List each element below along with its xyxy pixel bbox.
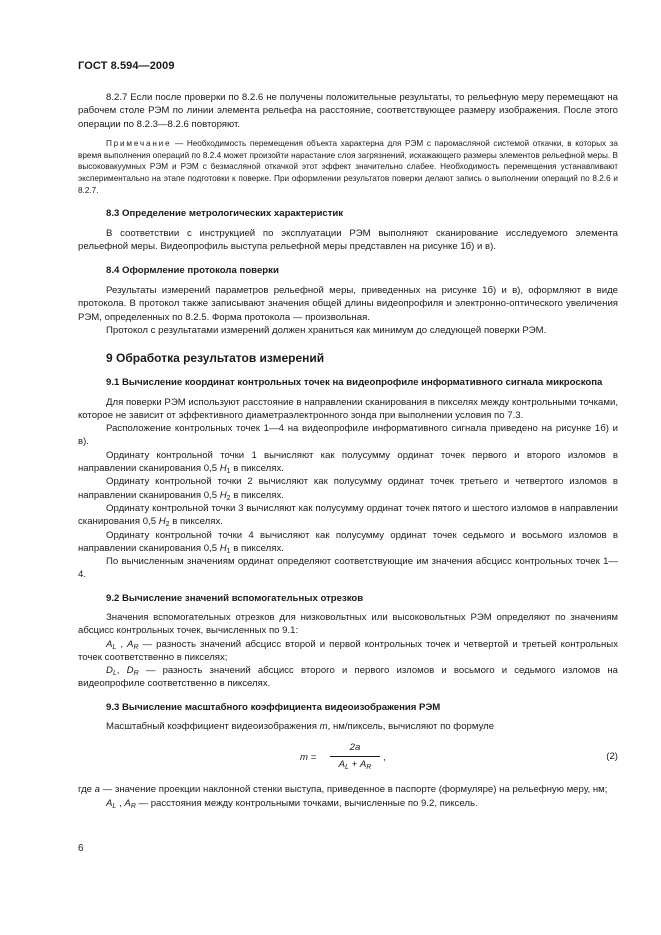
variable: H: [219, 542, 227, 554]
text-run: где: [78, 784, 95, 796]
subscript: R: [133, 643, 139, 651]
variable: H: [158, 516, 166, 528]
formula-comma: ,: [383, 752, 386, 764]
subscript: 2: [165, 521, 170, 529]
variable: H: [219, 489, 227, 501]
text-run: — расстояния между контрольными точками, вычисленные по 9.2, пиксель.: [135, 797, 478, 809]
subscript: 2: [226, 494, 231, 502]
formula-lhs: m =: [300, 752, 317, 764]
variable: D: [106, 665, 113, 677]
text-run: ,: [116, 797, 125, 809]
paragraph-9-1-b: Расположение контрольных точек 1—4 на видеопрофиле информативного сигнала приведено на рисунке 1б) и в).: [78, 423, 618, 448]
subscript: R: [133, 670, 139, 678]
where-item-a: [78, 783, 618, 796]
document-header: ГОСТ 8.594—2009: [78, 60, 175, 72]
paragraph-9-2-c: [78, 664, 618, 691]
variable: A: [127, 638, 134, 650]
text-run: ,: [116, 665, 127, 677]
text-run: Ординату контрольной точки 4 вычисляют как полусумму ординат точек седьмого и восьмого изломов в направлении сканирования 0,5: [78, 529, 618, 554]
note-paragraph: [78, 138, 618, 197]
text-run: в пикселях.: [230, 463, 284, 475]
heading-9-3: 9.3 Вычисление масштабного коэффициента видеоизображения РЭМ: [106, 701, 441, 713]
subscript: L: [345, 763, 349, 771]
paragraph-8-4-b: Протокол с результатами измерений должен храниться как минимум до следующей поверки РЭМ.: [106, 324, 547, 336]
variable: A: [106, 638, 113, 650]
paragraph-9-1-d: [78, 475, 618, 502]
heading-section-9: 9 Обработка результатов измерений: [106, 351, 325, 366]
variable: D: [126, 665, 134, 677]
heading-8-3: 8.3 Определение метрологических характеристик: [106, 207, 344, 219]
paragraph-9-1-f: [78, 529, 618, 556]
text-run: — разность значений абсцисс второй и первой контрольных точек и четвертой и третьей контрольных точек соответственно в пикселях;: [78, 638, 619, 663]
where-item-al-ar: [78, 797, 618, 810]
variable: A: [106, 797, 113, 809]
operator: +: [348, 758, 360, 770]
paragraph-9-2-b: [78, 638, 618, 665]
paragraph-9-1-g: По вычисленным значениям ординат определяют соответствующие им значения абсцисс контрольных точек 1—4.: [78, 556, 618, 581]
paragraph-9-2-a: Значения вспомогательных отрезков для низковольтных или высоковольтных РЭМ определяют по значениям абсцисс контрольных точек, вычисленных по 9.1:: [78, 612, 618, 637]
paragraph-8-3: В соответствии с инструкцией по эксплуатации РЭМ выполняют сканирование исследуемого элемента рельефной меры. Видеопрофиль выступа рельефной меры представлен на рисунке 1б) и в).: [78, 228, 618, 253]
text-run: — значение проекции наклонной стенки выступа, приведенное в паспорте (формуляре) на рельефную меру, нм;: [100, 784, 608, 796]
text-run: в пикселях.: [169, 516, 223, 528]
text-run: — разность значений абсцисс второго и первого изломов и восьмого и седьмого изломов на видеопрофиле соответственно в пикселях.: [78, 665, 618, 690]
note-text: — Необходимость перемещения объекта характерна для РЭМ с паромасляной системой откачки, в которых за время выполнения операций по 8.2.4 может произойти нарастание слоя загрязнений, искажающего размеры элементов рельефной меры. В высоковакуумных РЭМ и РЭМ с безмасляной откачкой этот эффект значительно слабее. Необходимость перемещения устанавливают экспериментально на этапе подготовки к поверке. При оформлении результатов поверки делают запись о выполнении операций по 8.2.6 и 8.2.7.: [78, 138, 618, 196]
variable: H: [219, 463, 227, 475]
heading-9-2: 9.2 Вычисление значений вспомогательных отрезков: [106, 592, 364, 604]
page-number: 6: [78, 843, 84, 854]
formula-number: (2): [606, 751, 618, 763]
subscript: L: [112, 802, 117, 810]
paragraph-9-1-e: [78, 502, 618, 529]
subscript: 1: [226, 547, 231, 555]
paragraph-9-1-c: [78, 449, 618, 476]
text-run: ,: [116, 638, 128, 650]
text-run: Ординату контрольной точки 3 вычисляют как полусумму ординат точек пятого и шестого изломов в направлении сканирования 0,5: [78, 502, 618, 528]
heading-9-1: 9.1 Вычисление координат контрольных точек на видеопрофиле информативного сигнала микроскопа: [106, 377, 603, 389]
formula-denominator: [330, 757, 380, 771]
subscript: R: [366, 763, 372, 771]
formula-fraction: [330, 741, 380, 771]
text-run: в пикселях.: [230, 542, 284, 554]
page-content: [78, 91, 618, 810]
variable: A: [359, 758, 367, 770]
text-run: Ординату контрольной точки 2 вычисляют как полусумму ординат точек третьего и четвертого изломов в направлении сканирования 0,5: [78, 476, 618, 501]
heading-8-4: 8.4 Оформление протокола поверки: [106, 264, 279, 276]
text-run: Ординату контрольной точки 1 вычисляют как полусумму ординат точек первого и второго изломов в направлении сканирования 0,5: [78, 449, 618, 475]
paragraph-9-3-a: [78, 720, 618, 733]
subscript: L: [112, 643, 117, 651]
text-run: , нм/пиксель, вычисляют по формуле: [327, 721, 495, 733]
paragraph-9-1-a: Для поверки РЭМ используют расстояние в направлении сканирования в пикселях между контрольными точками, которое не зависит от эффективного диаметраэлектронного зонда при выполнении условия по 7.3.: [78, 396, 618, 421]
paragraph-8-4-a: Результаты измерений параметров рельефной меры, приведенных на рисунке 1б) и в), оформляют в виде протокола. В протокол также записывают значения общей длины видеопрофиля и электронно-оптического увеличения РЭМ, определенных по 8.2.5. Форма протокола — произвольная.: [78, 285, 618, 323]
variable: a: [94, 784, 101, 796]
paragraph-8-2-7: 8.2.7 Если после проверки по 8.2.6 не получены положительные результаты, то рельефную меру перемещают на рабочем столе РЭМ по линии элемента рельефа на расстояние, соответствующее размеру изображения. После этого операции по 8.2.3—8.2.6 повторяют.: [78, 92, 618, 130]
variable: m: [319, 721, 328, 733]
subscript: R: [130, 802, 136, 810]
formula-numerator: 2a: [330, 741, 380, 756]
variable: A: [124, 797, 131, 809]
subscript: 1: [226, 468, 231, 476]
subscript: L: [112, 670, 117, 678]
formula-2: [78, 739, 618, 777]
text-run: в пикселях.: [230, 489, 284, 501]
note-label: Примечание: [106, 138, 172, 148]
text-run: Масштабный коэффициент видеоизображения: [106, 721, 320, 733]
variable: A: [338, 758, 346, 770]
